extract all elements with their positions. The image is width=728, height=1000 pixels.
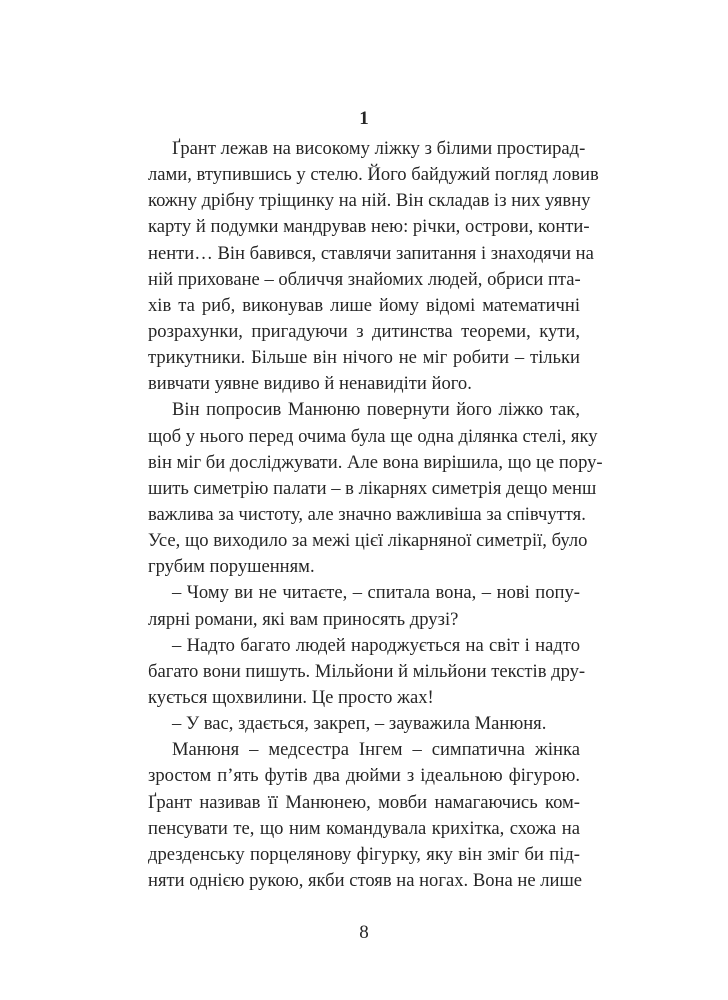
text-line: Манюня – медсестра Інгем – симпатична жінка — [172, 739, 580, 761]
text-line: Він попросив Манюню повернути його ліжко так, — [172, 399, 580, 421]
text-line: дрезденську порцелянову фігурку, яку він зміг би під- — [148, 843, 580, 865]
text-line: багато вони пишуть. Мільйони й мільйони текстів дру- — [148, 660, 586, 682]
text-line: шить симетрію палати – в лікарнях симетрія дещо менш — [148, 477, 597, 499]
text-line: вивчати уявне видиво й ненавидіти його. — [148, 373, 472, 395]
text-line: няти однією рукою, якби стояв на ногах. Вона не лише — [148, 869, 583, 891]
text-line: пенсувати те, що ним командувала крихітка, схожа на — [148, 817, 580, 839]
text-line: ній приховане – обличчя знайомих людей, обриси пта- — [148, 268, 581, 290]
text-line: Усе, що виходило за межі цієї лікарняної симетрії, було — [148, 530, 588, 552]
text-line: кожну дрібну тріщинку на ній. Він складав із них уявну — [148, 190, 591, 212]
text-line: грубим порушенням. — [148, 556, 315, 578]
body-text — [148, 136, 603, 894]
text-line: хів та риб, виконував лише йому відомі математичні — [148, 294, 580, 316]
text-line: лами, втупившись у стелю. Його байдужий погляд ловив — [148, 164, 599, 186]
text-line: він міг би досліджувати. Але вона вирішила, що це пору- — [148, 451, 603, 473]
text-line: – Надто багато людей народжується на світ і надто — [172, 634, 580, 656]
text-line: Ґрант лежав на високому ліжку з білими простирад- — [172, 138, 586, 159]
text-line: кується щохвилини. Це просто жах! — [148, 686, 434, 708]
text-line: розрахунки, пригадуючи з дитинства теореми, кути, — [148, 320, 580, 342]
text-line: Ґрант називав її Манюнею, мовби намагаючись ком- — [148, 791, 580, 813]
text-line: ненти… Він бавився, ставлячи запитання і знаходячи на — [148, 242, 594, 264]
text-line: важлива за чистоту, але значно важливіша за співчуття. — [148, 503, 586, 525]
text-line: трикутники. Більше він нічого не міг робити – тільки — [148, 347, 580, 369]
text-line: – Чому ви не читаєте, – спитала вона, – нові попу- — [172, 582, 580, 604]
text-line: – У вас, здається, закреп, – зауважила Манюня. — [172, 713, 547, 735]
text-line: щоб у нього перед очима була ще одна ділянка стелі, яку — [148, 425, 598, 447]
text-line: зростом п’ять футів два дюйми з ідеальною фігурою. — [148, 765, 580, 787]
page-number: 8 — [359, 922, 369, 943]
chapter-number: 1 — [359, 108, 369, 129]
text-line: лярні романи, які вам приносять друзі? — [148, 608, 459, 630]
text-line: карту й подумки мандрував нею: річки, острови, конти- — [148, 216, 590, 238]
